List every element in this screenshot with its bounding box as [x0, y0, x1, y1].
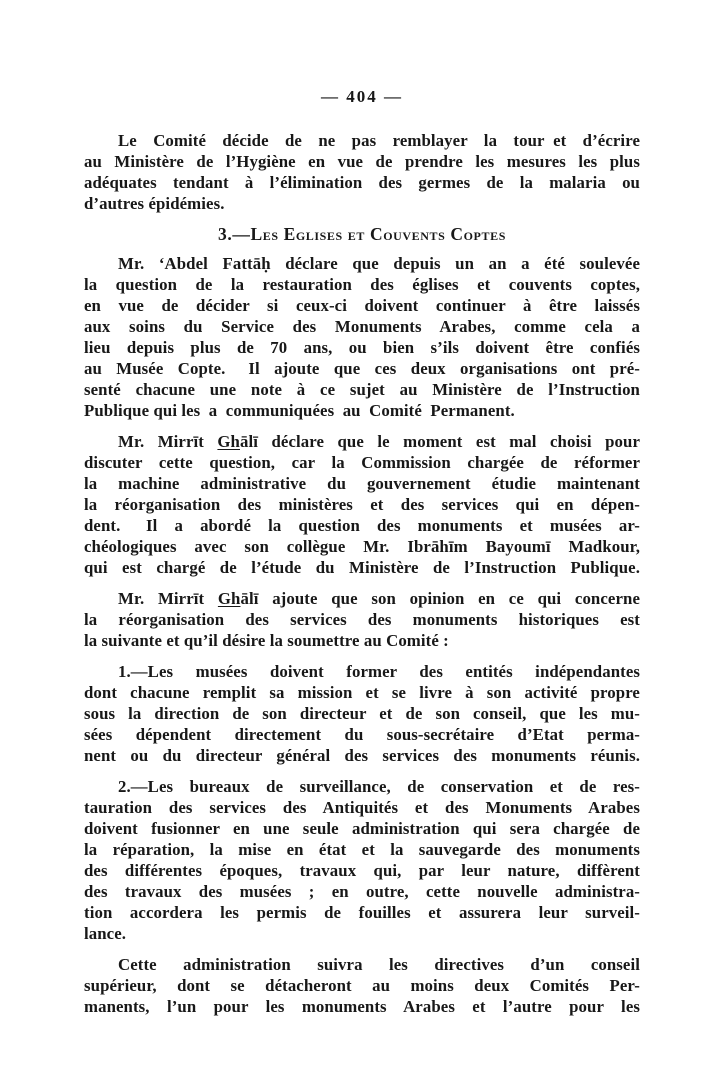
text-line	[84, 818, 640, 839]
text-line	[84, 860, 640, 881]
page-number: — 404 —	[321, 87, 403, 106]
text-segment: Le Comité décide de ne pas remblayer la tour et d’écrire	[118, 131, 640, 150]
text-line	[84, 588, 640, 609]
section-heading: 3.—Les Eglises et Couvents Coptes	[218, 224, 506, 244]
text-line	[84, 193, 640, 214]
text-line	[84, 902, 640, 923]
text-line	[84, 745, 640, 766]
underlined-transliteration: Gh	[217, 589, 241, 608]
text-segment: aux soins du Service des Monuments Arabes, comme cela a	[84, 317, 640, 336]
text-line	[84, 881, 640, 902]
text-line	[84, 400, 640, 421]
text-segment: des travaux des musées ; en outre, cette nouvelle administra-	[84, 882, 640, 901]
text-segment: Mr. ‘Abdel Fattāḥ déclare que depuis un an a été soulevée	[118, 254, 640, 273]
text-segment: Mr. Mirrīt	[118, 589, 218, 608]
text-segment: au Ministère de l’Hygiène en vue de prendre les mesures les plus	[84, 152, 640, 171]
text-line	[84, 431, 640, 452]
paragraph	[84, 661, 640, 766]
text-segment: Cette administration suivra les directives d’un conseil	[118, 955, 640, 974]
text-segment: discuter cette question, car la Commission chargée de réformer	[84, 453, 640, 472]
text-segment: sées dépendent directement du sous-secrétaire d’Etat perma-	[84, 725, 640, 744]
text-line	[84, 609, 640, 630]
text-line	[84, 703, 640, 724]
paragraph	[84, 253, 640, 421]
text-line	[84, 923, 640, 944]
text-segment: dont chacune remplit sa mission et se livre à son activité propre	[84, 683, 640, 702]
text-segment: tion accordera les permis de fouilles et assurera leur surveil-	[84, 903, 640, 922]
text-line	[84, 253, 640, 274]
text-line	[84, 954, 640, 975]
text-line	[84, 452, 640, 473]
text-segment: nent ou du directeur général des services des monuments réunis.	[84, 746, 640, 765]
text-line	[84, 473, 640, 494]
text-line	[84, 274, 640, 295]
text-line	[84, 151, 640, 172]
text-segment: adéquates tendant à l’élimination des germes de la malaria ou	[84, 173, 640, 192]
text-line	[84, 536, 640, 557]
text-line	[84, 557, 640, 578]
text-segment: 1.—Les musées doivent former des entités indépendantes	[118, 662, 640, 681]
text-line	[84, 975, 640, 996]
text-line	[84, 295, 640, 316]
paragraph	[84, 588, 640, 651]
paragraph	[84, 776, 640, 944]
text-segment: manents, l’un pour les monuments Arabes et l’autre pour les	[84, 997, 640, 1016]
text-line	[84, 515, 640, 536]
text-segment: lieu depuis plus de 70 ans, ou bien s’ils doivent être confiés	[84, 338, 640, 357]
text-segment: supérieur, dont se détacheront au moins deux Comités Per-	[84, 976, 640, 995]
intro-paragraphs	[84, 130, 640, 214]
text-segment: la suivante et qu’il désire la soumettre au Comité :	[84, 631, 449, 650]
text-segment: la réorganisation des services des monuments historiques est	[84, 610, 640, 629]
text-line	[84, 682, 640, 703]
text-line	[84, 316, 640, 337]
text-line	[84, 776, 640, 797]
text-segment: qui est chargé de l’étude du Ministère de l’Instruction Publique.	[84, 558, 640, 577]
paragraph	[84, 431, 640, 578]
text-segment: doivent fusionner en une seule administration qui sera chargée de	[84, 819, 640, 838]
text-segment: en vue de décider si ceux-ci doivent continuer à être laissés	[84, 296, 640, 315]
text-line	[84, 337, 640, 358]
text-segment: ālī déclare que le moment est mal choisi pour	[240, 432, 640, 451]
text-line	[84, 379, 640, 400]
section-paragraphs	[84, 253, 640, 1017]
underlined-transliteration: Gh	[217, 432, 240, 451]
text-line	[84, 661, 640, 682]
text-segment: ālī ajoute que son opinion en ce qui concerne	[240, 589, 640, 608]
text-segment: au Musée Copte. Il ajoute que ces deux organisations ont pré-	[84, 359, 640, 378]
text-line	[84, 358, 640, 379]
text-segment: la machine administrative du gouvernement étudie maintenant	[84, 474, 640, 493]
paragraph	[84, 130, 640, 214]
text-segment: la question de la restauration des églises et couvents coptes,	[84, 275, 640, 294]
text-segment: dent. Il a abordé la question des monuments et musées ar-	[84, 516, 640, 535]
text-segment: 2.—Les bureaux de surveillance, de conservation et de res-	[118, 777, 640, 796]
text-line	[84, 630, 640, 651]
text-segment: sous la direction de son directeur et de son conseil, que les mu-	[84, 704, 640, 723]
text-segment: Mr. Mirrīt	[118, 432, 218, 451]
text-segment: senté chacune une note à ce sujet au Ministère de l’Instruction	[84, 380, 640, 399]
text-segment: la réorganisation des ministères et des services qui en dépen-	[84, 495, 640, 514]
text-line	[84, 130, 640, 151]
text-segment: d’autres épidémies.	[84, 194, 225, 213]
text-segment: tauration des services des Antiquités et des Monuments Arabes	[84, 798, 640, 817]
text-line	[84, 996, 640, 1017]
text-segment: la réparation, la mise en état et la sauvegarde des monuments	[84, 840, 640, 859]
text-segment: chéologiques avec son collègue Mr. Ibrāhīm Bayoumī Madkour,	[84, 537, 640, 556]
text-segment: Publique qui les a communiquées au Comité Permanent.	[84, 401, 515, 420]
text-segment: des différentes époques, travaux qui, par leur nature, diffèrent	[84, 861, 640, 880]
text-line	[84, 797, 640, 818]
text-line	[84, 839, 640, 860]
text-line	[84, 494, 640, 515]
paragraph	[84, 954, 640, 1017]
text-line	[84, 172, 640, 193]
text-segment: lance.	[84, 924, 127, 943]
text-line	[84, 724, 640, 745]
